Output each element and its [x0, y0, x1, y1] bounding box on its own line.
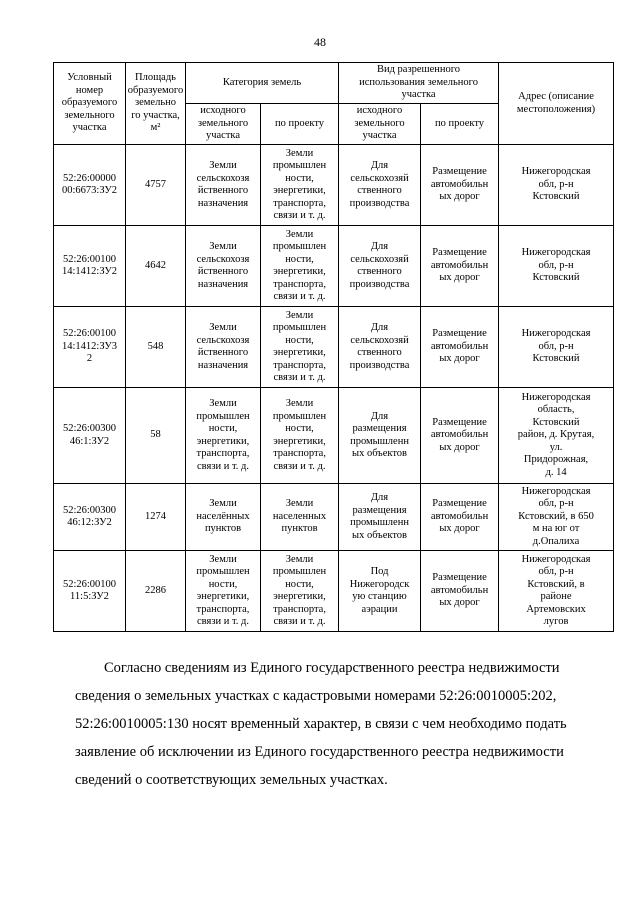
- cell-number: 52:26:00000 00:6673:ЗУ2: [54, 145, 126, 226]
- cell-category-original: Земли сельскохозя йственного назначения: [186, 145, 261, 226]
- cell-use-original: Для сельскохозяй ственного производства: [339, 226, 421, 307]
- table-row: [54, 484, 614, 551]
- cell-area: 4642: [126, 226, 186, 307]
- body-paragraph: Согласно сведениям из Единого государственного реестра недвижимости сведения о земельных участках с кадастровыми номерами 52:26:0010005:202, 52:26:0010005:130 носят временный характер, в связи с чем необходимо подать заявление об исключении из Единого государственного реестра недвижимости сведений о соответствующих земельных участках.: [75, 660, 567, 788]
- cell-area: 548: [126, 307, 186, 388]
- table-row: [54, 307, 614, 388]
- cell-category-original: Земли промышлен ности, энергетики, транспорта, связи и т. д.: [186, 388, 261, 484]
- cell-use-project: Размещение автомобильн ых дорог: [421, 388, 499, 484]
- header-use-project: по проекту: [421, 104, 499, 145]
- land-plots-table: [53, 62, 614, 632]
- header-category: Категория земель: [186, 63, 339, 104]
- header-conditional-number: Условный номер образуемого земельного участка: [54, 63, 126, 145]
- cell-use-project: Размещение автомобильн ых дорог: [421, 551, 499, 632]
- cell-number: 52:26:00100 14:1412:ЗУ2: [54, 226, 126, 307]
- cell-category-project: Земли промышлен ности, энергетики, транспорта, связи и т. д.: [261, 145, 339, 226]
- cell-address: Нижегородская область, Кстовский район, д. Крутая, ул. Придорожная, д. 14: [499, 388, 614, 484]
- cell-address: Нижегородская обл, р-н Кстовский, в районе Артемовских лугов: [499, 551, 614, 632]
- cell-category-project: Земли промышлен ности, энергетики, транспорта, связи и т. д.: [261, 551, 339, 632]
- cell-use-original: Под Нижегородск ую станцию аэрации: [339, 551, 421, 632]
- cell-address: Нижегородская обл, р-н Кстовский: [499, 145, 614, 226]
- cell-category-original: Земли сельскохозя йственного назначения: [186, 307, 261, 388]
- table-row: [54, 388, 614, 484]
- cell-use-project: Размещение автомобильн ых дорог: [421, 226, 499, 307]
- cell-number: 52:26:00100 14:1412:ЗУ3 2: [54, 307, 126, 388]
- cell-address: Нижегородская обл, р-н Кстовский, в 650 м на юг от д.Опалиха: [499, 484, 614, 551]
- cell-use-original: Для размещения промышленн ых объектов: [339, 388, 421, 484]
- cell-category-original: Земли населённых пунктов: [186, 484, 261, 551]
- cell-use-original: Для размещения промышленн ых объектов: [339, 484, 421, 551]
- cell-number: 52:26:00100 11:5:ЗУ2: [54, 551, 126, 632]
- header-area: Площадь образуемого земельно го участка, м²: [126, 63, 186, 145]
- header-category-original: исходного земельного участка: [186, 104, 261, 145]
- cell-category-project: Земли промышлен ности, энергетики, транспорта, связи и т. д.: [261, 226, 339, 307]
- cell-address: Нижегородская обл, р-н Кстовский: [499, 307, 614, 388]
- cell-address: Нижегородская обл, р-н Кстовский: [499, 226, 614, 307]
- cell-category-project: Земли промышлен ности, энергетики, транспорта, связи и т. д.: [261, 388, 339, 484]
- table-row: [54, 551, 614, 632]
- table-row: [54, 226, 614, 307]
- page-number: 48: [314, 35, 326, 49]
- cell-use-original: Для сельскохозяй ственного производства: [339, 145, 421, 226]
- cell-use-project: Размещение автомобильн ых дорог: [421, 307, 499, 388]
- cell-category-project: Земли промышлен ности, энергетики, транспорта, связи и т. д.: [261, 307, 339, 388]
- cell-category-original: Земли сельскохозя йственного назначения: [186, 226, 261, 307]
- cell-area: 58: [126, 388, 186, 484]
- cell-use-project: Размещение автомобильн ых дорог: [421, 145, 499, 226]
- cell-area: 4757: [126, 145, 186, 226]
- cell-category-project: Земли населенных пунктов: [261, 484, 339, 551]
- cell-area: 2286: [126, 551, 186, 632]
- cell-area: 1274: [126, 484, 186, 551]
- table-row: [54, 145, 614, 226]
- cell-number: 52:26:00300 46:12:ЗУ2: [54, 484, 126, 551]
- cell-number: 52:26:00300 46:1:ЗУ2: [54, 388, 126, 484]
- cell-use-project: Размещение автомобильн ых дорог: [421, 484, 499, 551]
- header-address: Адрес (описание местоположения): [499, 63, 614, 145]
- cell-category-original: Земли промышлен ности, энергетики, транспорта, связи и т. д.: [186, 551, 261, 632]
- header-permitted-use: Вид разрешенного использования земельного участка: [339, 63, 499, 104]
- header-category-project: по проекту: [261, 104, 339, 145]
- cell-use-original: Для сельскохозяй ственного производства: [339, 307, 421, 388]
- header-use-original: исходного земельного участка: [339, 104, 421, 145]
